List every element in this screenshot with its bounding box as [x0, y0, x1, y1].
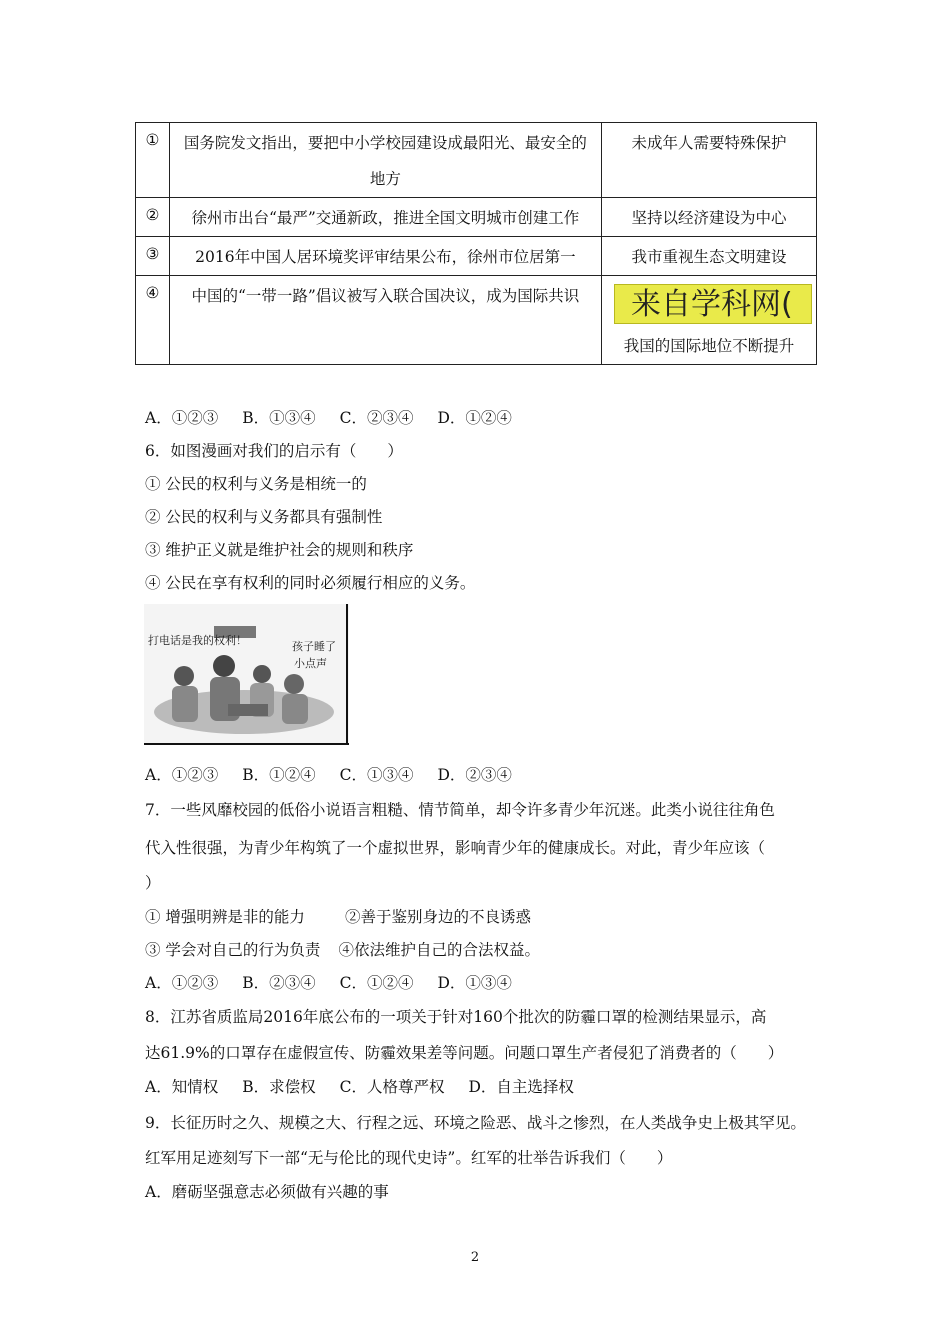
q7-item-1: ① 增强明辨是非的能力	[145, 908, 305, 926]
q7-stem-line-1: 7．一些风靡校园的低俗小说语言粗糙、情节简单，却令许多青少年沉迷。此类小说往往角色	[145, 801, 775, 819]
q7-item-3: ③ 学会对自己的行为负责	[145, 941, 321, 959]
table-row	[136, 237, 817, 276]
option-c[interactable]: C．②③④	[339, 409, 414, 427]
q6-item-3: ③ 维护正义就是维护社会的规则和秩序	[145, 541, 414, 559]
conclusion-cell: 坚持以经济建设为中心	[601, 198, 816, 237]
event-cell: 国务院发文指出，要把中小学校园建设成最阳光、最安全的地方	[169, 123, 601, 198]
q7-item-4: ④依法维护自己的合法权益。	[338, 941, 540, 959]
table-row	[136, 198, 817, 237]
q7-item-2: ②善于鉴别身边的不良诱惑	[344, 908, 531, 926]
option-d[interactable]: D．①③④	[437, 974, 512, 992]
q6-item-1: ① 公民的权利与义务是相统一的	[145, 475, 367, 493]
option-b[interactable]: B．②③④	[242, 974, 316, 992]
q8-options	[145, 1077, 598, 1097]
table-row	[136, 276, 817, 365]
row-number: ②	[136, 198, 170, 237]
conclusion-cell: 未成年人需要特殊保护	[601, 123, 816, 198]
q9-stem-line-1: 9．长征历时之久、规模之大、行程之远、环境之险恶、战斗之惨烈，在人类战争史上极其罕见。	[145, 1114, 806, 1132]
table-row	[136, 123, 817, 198]
option-c[interactable]: C．①②④	[339, 974, 414, 992]
q7-stem-line-2: 代入性很强，为青少年构筑了一个虚拟世界，影响青少年的健康成长。对此，青少年应该（	[145, 839, 766, 857]
option-a[interactable]: A．①②③	[145, 409, 219, 427]
row-number: ③	[136, 237, 170, 276]
q7-options	[145, 973, 536, 993]
option-c[interactable]: C．①③④	[339, 766, 414, 784]
speech-right-1: 孩子睡了	[292, 640, 336, 653]
q8-stem-line-1: 8．江苏省质监局2016年底公布的一项关于针对160个批次的防霾口罩的检测结果显示，高	[145, 1008, 767, 1026]
speech-right-2: 小点声	[294, 657, 327, 670]
q7-stem-line-3: ）	[145, 874, 161, 892]
cartoon-image	[144, 604, 349, 745]
option-d[interactable]: D．②③④	[437, 766, 512, 784]
q6-item-2: ② 公民的权利与义务都具有强制性	[145, 508, 383, 526]
q7-items-row-2	[145, 940, 540, 960]
option-c[interactable]: C．人格尊严权	[339, 1078, 445, 1096]
q5-options	[145, 408, 536, 428]
q9-option-a[interactable]: A．磨砺坚强意志必须做有兴趣的事	[145, 1183, 389, 1201]
q6-stem: 6．如图漫画对我们的启示有（ ）	[145, 442, 403, 460]
row-number: ④	[136, 276, 170, 365]
q6-item-4: ④ 公民在享有权利的同时必须履行相应的义务。	[145, 574, 476, 592]
event-cell: 徐州市出台“最严”交通新政，推进全国文明城市创建工作	[169, 198, 601, 237]
conclusion-cell	[601, 276, 816, 365]
event-cell: 中国的“一带一路”倡议被写入联合国决议，成为国际共识	[169, 276, 601, 365]
speech-left: 打电话是我的权利！	[148, 634, 247, 647]
row-number: ①	[136, 123, 170, 198]
conclusion-cell: 我市重视生态文明建设	[601, 237, 816, 276]
option-d[interactable]: D．自主选择权	[468, 1078, 574, 1096]
conclusion-text: 我国的国际地位不断提升	[623, 337, 795, 355]
option-b[interactable]: B．①②④	[242, 766, 316, 784]
q6-options	[145, 765, 536, 785]
q7-items-row-1	[145, 907, 531, 927]
page-number: 2	[470, 1250, 480, 1265]
option-b[interactable]: B．①③④	[242, 409, 316, 427]
option-a[interactable]: A．①②③	[145, 766, 219, 784]
option-d[interactable]: D．①②④	[437, 409, 512, 427]
event-cell: 2016年中国人居环境奖评审结果公布，徐州市位居第一	[169, 237, 601, 276]
option-b[interactable]: B．求偿权	[242, 1078, 316, 1096]
option-a[interactable]: A．知情权	[145, 1078, 219, 1096]
q9-stem-line-2: 红军用足迹刻写下一部“无与伦比的现代史诗”。红军的壮举告诉我们（ ）	[145, 1149, 673, 1167]
events-table	[135, 122, 817, 365]
option-a[interactable]: A．①②③	[145, 974, 219, 992]
q8-stem-line-2: 达61.9%的口罩存在虚假宣传、防霾效果差等问题。问题口罩生产者侵犯了消费者的（ ）	[145, 1044, 784, 1062]
watermark-banner: 来自学科网(	[614, 284, 812, 324]
